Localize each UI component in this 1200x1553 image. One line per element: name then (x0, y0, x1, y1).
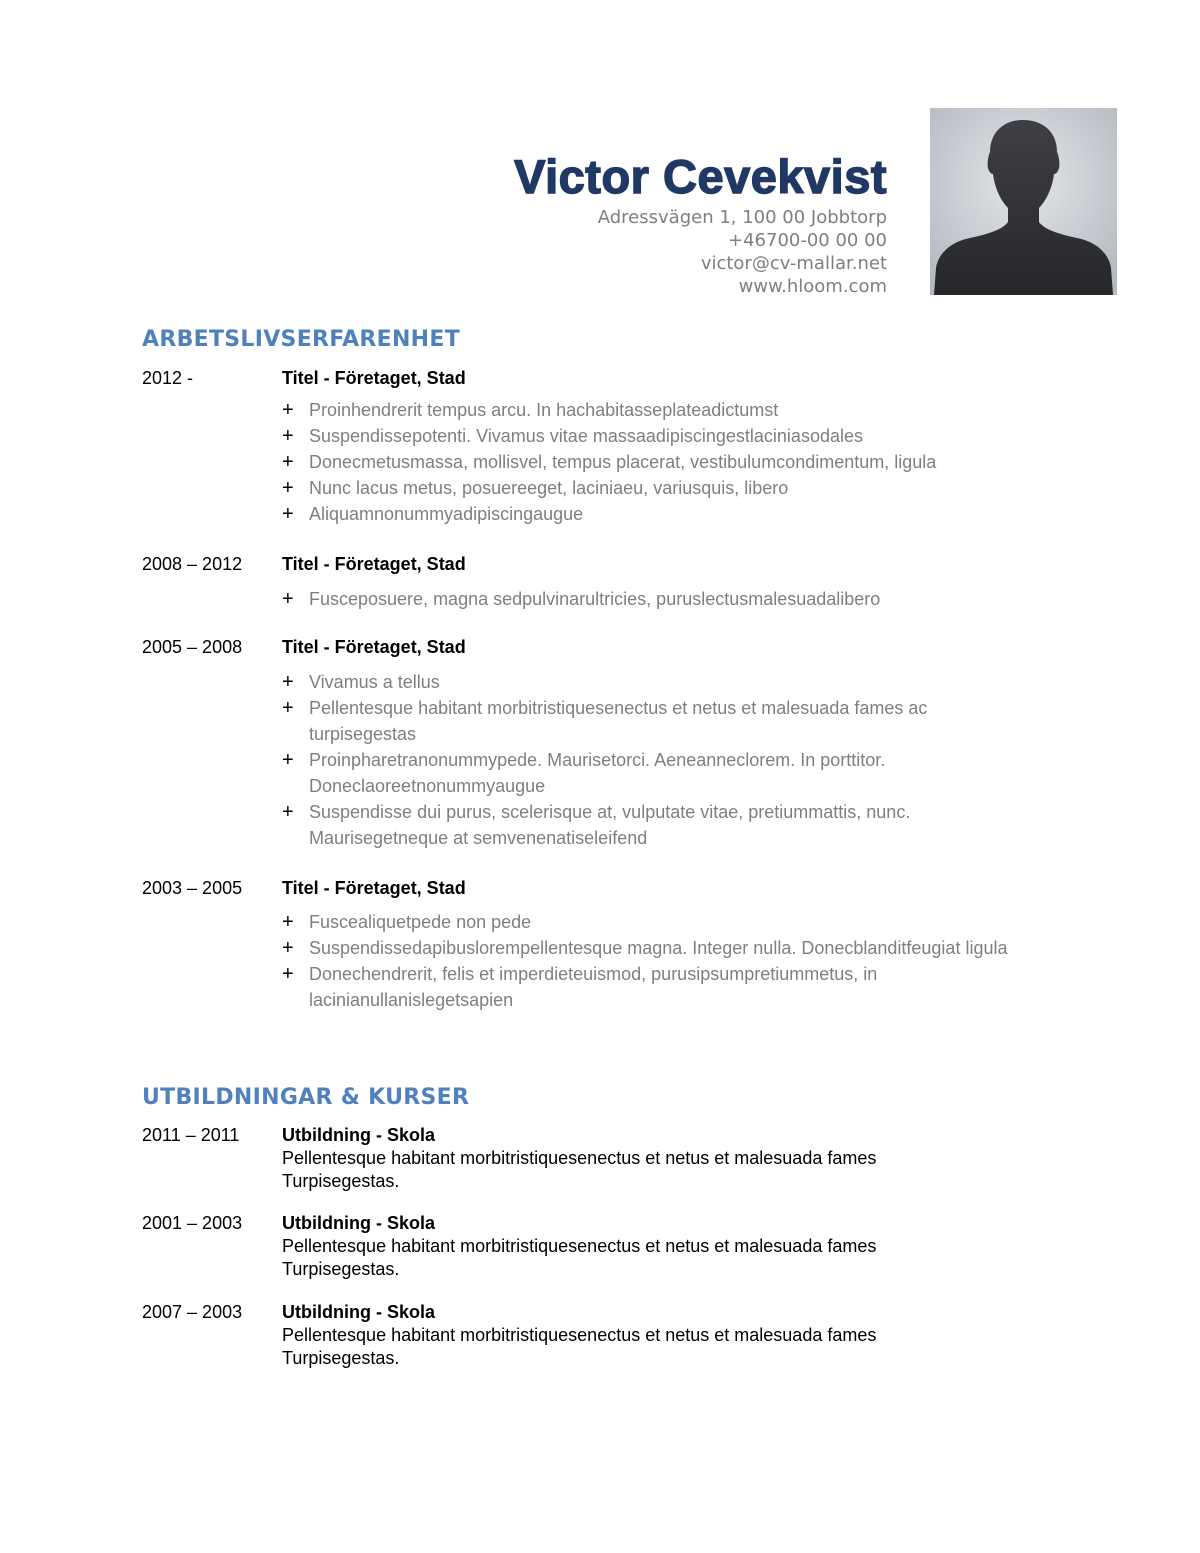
bullet-item: + Nunc lacus metus, posuereeget, laciniaeu, variusquis, libero (282, 477, 789, 499)
education-description (282, 1235, 962, 1281)
person-name: Victor Cevekvist (514, 150, 887, 203)
profile-photo (930, 108, 1117, 295)
address: Adressvägen 1, 100 00 Jobbtorp (597, 207, 887, 228)
education-title: Utbildning - Skola (282, 1302, 435, 1322)
bullet-item: + Donechendrerit, felis et imperdieteuismod, purusipsumpretiummetus, in lacinianullanislegetsapien (282, 963, 878, 1010)
job-bullets (282, 669, 1029, 851)
education-date: 2007 – 2003 (142, 1302, 243, 1322)
job-title: Titel - Företaget, Stad (282, 368, 466, 388)
plus-icon: + (282, 671, 294, 693)
bullet-item: + Proinhendrerit tempus arcu. In hachabitasseplateadictumst (282, 399, 779, 421)
job-date: 2008 – 2012 (142, 554, 243, 574)
plus-icon: + (282, 425, 294, 447)
cv-header (514, 148, 887, 298)
education-desc-line: Turpisegestas. (282, 1171, 400, 1191)
plus-icon: + (282, 503, 294, 525)
bullet-item: + Donecmetusmassa, mollisvel, tempus placerat, vestibulumcondimentum, ligula (282, 451, 937, 473)
plus-icon: + (282, 399, 294, 421)
bullet-item: + Proinpharetranonummypede. Maurisetorci. Aeneanneclorem. In porttitor. Doneclaoreetnonummyaugue (282, 749, 886, 796)
bullet-item: + Suspendissedapibuslorempellentesque magna. Integer nulla. Donecblanditfeugiat ligula (282, 937, 1008, 959)
education-desc-line: Pellentesque habitant morbitristiquesenectus et netus et malesuada fames (282, 1325, 877, 1345)
bullet-item: + Suspendissepotenti. Vivamus vitae massaadipiscingestlaciniasodales (282, 425, 863, 447)
phone: +46700-00 00 00 (728, 230, 887, 251)
education-heading: UTBILDNINGAR & KURSER (142, 1085, 470, 1110)
job-bullets (282, 397, 1029, 527)
job-date: 2003 – 2005 (142, 878, 243, 898)
bullet-item: + Vivamus a tellus (282, 671, 440, 693)
email: victor@cv-mallar.net (700, 253, 887, 274)
plus-icon: + (282, 749, 294, 771)
job-bullets (282, 586, 1029, 612)
job-bullets (282, 909, 1029, 1013)
website: www.hloom.com (738, 276, 887, 297)
education-desc-line: Pellentesque habitant morbitristiquesenectus et netus et malesuada fames (282, 1236, 877, 1256)
bullet-item: + Suspendisse dui purus, scelerisque at, vulputate vitae, pretiummattis, nunc. Maurisegetneque at semvenenatiseleifend (282, 801, 911, 848)
bullet-item: + Pellentesque habitant morbitristiquesenectus et netus et malesuada fames ac turpisegestas (282, 697, 928, 744)
job-date: 2005 – 2008 (142, 637, 243, 657)
education-title: Utbildning - Skola (282, 1213, 435, 1233)
plus-icon: + (282, 801, 294, 823)
education-desc-line: Pellentesque habitant morbitristiquesenectus et netus et malesuada fames (282, 1148, 877, 1168)
plus-icon: + (282, 911, 294, 933)
plus-icon: + (282, 588, 294, 610)
job-title: Titel - Företaget, Stad (282, 554, 466, 574)
job-date: 2012 - (142, 368, 194, 388)
bullet-item: + Aliquamnonummyadipiscingaugue (282, 503, 584, 525)
avatar-silhouette-icon (930, 108, 1117, 295)
education-date: 2001 – 2003 (142, 1213, 243, 1233)
education-date: 2011 – 2011 (142, 1125, 240, 1145)
education-description (282, 1147, 962, 1193)
bullet-item: + Fusceposuere, magna sedpulvinarultricies, puruslectusmalesuadalibero (282, 588, 881, 610)
plus-icon: + (282, 477, 294, 499)
bullet-item: + Fuscealiquetpede non pede (282, 911, 532, 933)
experience-heading: ARBETSLIVSERFARENHET (142, 327, 461, 352)
plus-icon: + (282, 937, 294, 959)
education-title: Utbildning - Skola (282, 1125, 435, 1145)
education-description (282, 1324, 962, 1370)
plus-icon: + (282, 697, 294, 719)
job-title: Titel - Företaget, Stad (282, 637, 466, 657)
education-desc-line: Turpisegestas. (282, 1348, 400, 1368)
job-title: Titel - Företaget, Stad (282, 878, 466, 898)
education-desc-line: Turpisegestas. (282, 1259, 400, 1279)
plus-icon: + (282, 451, 294, 473)
plus-icon: + (282, 963, 294, 985)
